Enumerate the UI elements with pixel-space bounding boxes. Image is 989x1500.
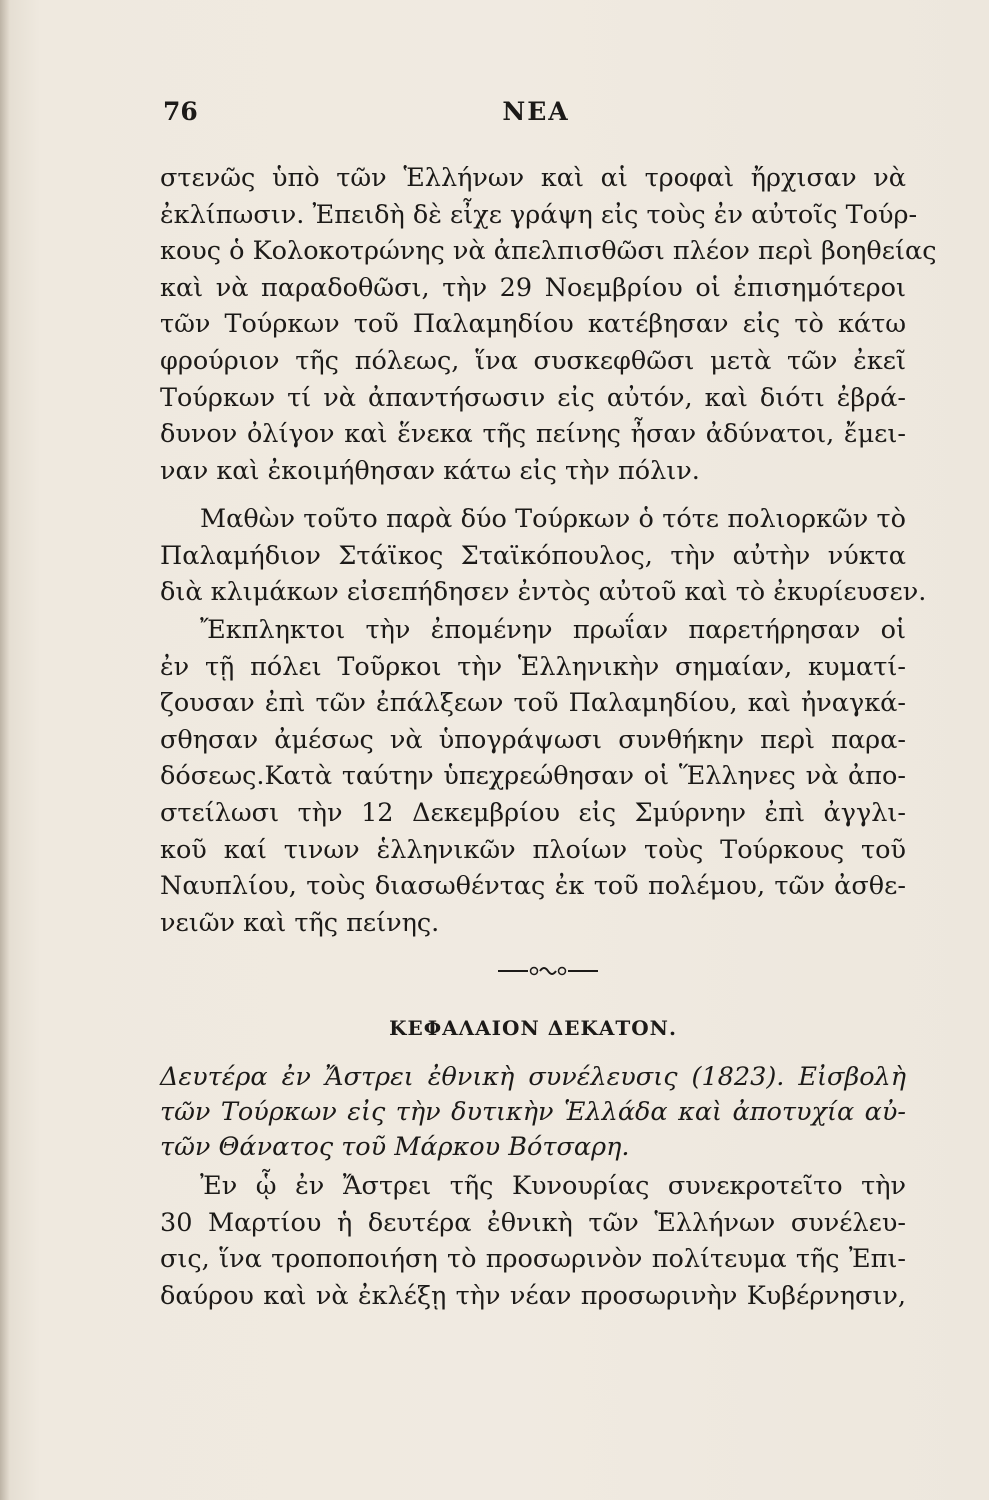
chapter-summary [160,1060,906,1165]
running-head: ΝΕΑ [502,97,570,126]
text-line: ἐν τῇ πόλει Τοῦρκοι τὴν Ἑλληνικὴν σημαίαν, κυματί- [160,651,906,682]
text-line: Ναυπλίου, τοὺς διασωθέντας ἐκ τοῦ πολέμου, τῶν ἀσθε- [160,871,906,902]
text-line: διὰ κλιμάκων εἰσεπήδησεν ἐντὸς αὐτοῦ καὶ τὸ ἐκυρίευσεν. [160,577,927,608]
summary-line: τῶν Θάνατος τοῦ Μάρκου Βότσαρη. [160,1132,630,1162]
summary-line: τῶν Τούρκων εἰς τὴν δυτικὴν Ἑλλάδα καὶ ἀποτυχία αὐ- [160,1097,906,1127]
text-line: στενῶς ὑπὸ τῶν Ἑλλήνων καὶ αἱ τροφαὶ ἤρχισαν νὰ [160,163,906,193]
text-line: ἐκλίπωσιν. Ἐπειδὴ δὲ εἶχε γράψη εἰς τοὺς ἐν αὐτοῖς Τούρ- [160,199,918,230]
text-line: δόσεως.Κατὰ ταύτην ὑπεχρεώθησαν οἱ Ἕλληνες νὰ ἀπο- [160,761,906,792]
text-line: 30 Μαρτίου ἡ δευτέρα ἐθνικὴ τῶν Ἑλλήνων συνέλευ- [160,1207,906,1238]
page-header [163,97,909,137]
text-line: φρούριον τῆς πόλεως, ἵνα συσκεφθῶσι μετὰ τῶν ἐκεῖ [160,345,906,376]
page-gutter-edge [0,0,10,1500]
text-line: Ἔκπληκτοι τὴν ἐπομένην πρωΐαν παρετήρησαν οἱ [200,615,906,645]
text-line: κοῦ καί τινων ἑλληνικῶν πλοίων τοὺς Τούρκους τοῦ [160,834,906,865]
text-line: κους ὁ Κολοκοτρώνης νὰ ἀπελπισθῶσι πλέον περὶ βοηθείας [160,236,937,267]
text-line: Τούρκων τί νὰ ἀπαντήσωσιν εἰς αὐτόν, καὶ διότι ἐβρά- [160,382,906,413]
text-line: Παλαμήδιον Στάϊκος Σταϊκόπουλος, τὴν αὐτὴν νύκτα [160,540,906,571]
text-line: ναν καὶ ἐκοιμήθησαν κάτω εἰς τὴν πόλιν. [160,455,700,486]
text-line: Μαθὼν τοῦτο παρὰ δύο Τούρκων ὁ τότε πολιορκῶν τὸ [200,504,906,534]
page-number: 76 [163,97,198,126]
text-line: στείλωσι τὴν 12 Δεκεμβρίου εἰς Σμύρνην ἐπὶ ἀγγλι- [160,797,906,828]
paragraph-4 [160,1168,906,1314]
text-line: δαύρου καὶ νὰ ἐκλέξῃ τὴν νέαν προσωρινὴν Κυβέρνησιν, [160,1280,906,1311]
text-line: ζουσαν ἐπὶ τῶν ἐπάλξεων τοῦ Παλαμηδίου, καὶ ἠναγκά- [160,688,906,719]
paragraph-3 [160,612,906,941]
text-line: σθησαν ἀμέσως νὰ ὑπογράψωσι συνθήκην περὶ παρα- [160,724,906,755]
paragraph-2 [160,501,927,611]
section-divider-ornament [498,964,598,978]
text-line: νειῶν καὶ τῆς πείνης. [160,907,440,938]
text-line: τῶν Τούρκων τοῦ Παλαμηδίου κατέβησαν εἰς τὸ κάτω [160,309,906,340]
text-line: σις, ἵνα τροποποιήση τὸ προσωρινὸν πολίτευμα τῆς Ἐπι- [160,1244,906,1275]
paragraph-1 [160,160,937,489]
chapter-title: ΚΕΦΑΛΑΙΟΝ ΔΕΚΑΤΟΝ. [389,1016,677,1040]
summary-line: Δευτέρα ἐν Ἄστρει ἐθνικὴ συνέλευσις (1823). Εἰσβολὴ [160,1062,906,1092]
text-line: Ἐν ᾧ ἐν Ἄστρει τῆς Κυνουρίας συνεκροτεῖτο τὴν [200,1171,906,1201]
text-line: δυνον ὀλίγον καὶ ἕνεκα τῆς πείνης ἦσαν ἀδύνατοι, ἔμει- [160,419,906,450]
text-line: καὶ νὰ παραδοθῶσι, τὴν 29 Νοεμβρίου οἱ ἐπισημότεροι [160,272,906,303]
